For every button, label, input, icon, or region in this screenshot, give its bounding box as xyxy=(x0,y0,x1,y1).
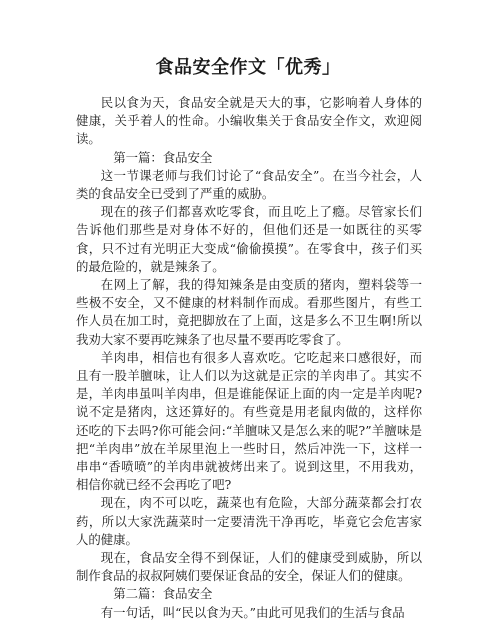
body-paragraph: 有一句话，叫“民以食为天。”由此可见我们的生活与食品 xyxy=(100,604,405,620)
section-heading: 第二篇：食品安全 xyxy=(113,586,213,602)
body-paragraph: 在网上了解，我的得知辣条是由变质的猪肉，塑料袋等一些极不安全，又不健康的材料制作而成。看那些图片，有些工作人员在加工时，竟把脚放在了上面，这是多么不卫生啊!所以我劝大家不要再吃辣条了也尽量不要再吃零食了。 xyxy=(76,277,422,347)
document-title: 食品安全作文「优秀」 xyxy=(155,57,341,78)
body-paragraph: 现在的孩子们都喜欢吃零食，而且吃上了瘾。尽管家长们告诉他们那些是对身体不好的，但他们还是一如既往的买零食，只不过有光明正大变成“偷偷摸摸”。在零食中，孩子们买的最危险的，就是辣条了。 xyxy=(76,204,422,274)
body-paragraph: 羊肉串，相信也有很多人喜欢吃。它吃起来口感很好，而且有一股羊膻味，让人们以为这就是正宗的羊肉串了。其实不是，羊肉串虽叫羊肉串，但是谁能保证上面的肉一定是羊肉呢?说不定是猪肉，这还算好的。有些竟是用老鼠肉做的，这样你还吃的下去吗?你可能会问:“羊膻味又是怎么来的呢?”羊膻味是把“羊肉串”放在羊尿里泡上一些时日，然后冲洗一下，这样一串串“香喷喷”的羊肉串就被烤出来了。说到这里，不用我劝，相信你就已经不会再吃了吧? xyxy=(76,349,422,493)
body-paragraph: 这一节课老师与我们讨论了“食品安全”。在当今社会，人类的食品安全已受到了严重的威胁。 xyxy=(76,167,422,202)
body-paragraph: 民以食为天，食品安全就是天大的事，它影响着人身体的健康，关乎着人的性命。小编收集关于食品安全作文，欢迎阅读。 xyxy=(76,95,422,147)
body-paragraph: 现在，肉不可以吃，蔬菜也有危险，大部分蔬菜都会打农药，所以大家洗蔬菜时一定要清洗干净再吃，毕竟它会危害家人的健康。 xyxy=(76,495,422,547)
body-paragraph: 现在，食品安全得不到保证，人们的健康受到威胁，所以制作食品的叔叔阿姨们要保证食品的安全，保证人们的健康。 xyxy=(76,550,422,584)
document-body xyxy=(76,94,422,622)
section-heading: 第一篇：食品安全 xyxy=(113,149,213,165)
